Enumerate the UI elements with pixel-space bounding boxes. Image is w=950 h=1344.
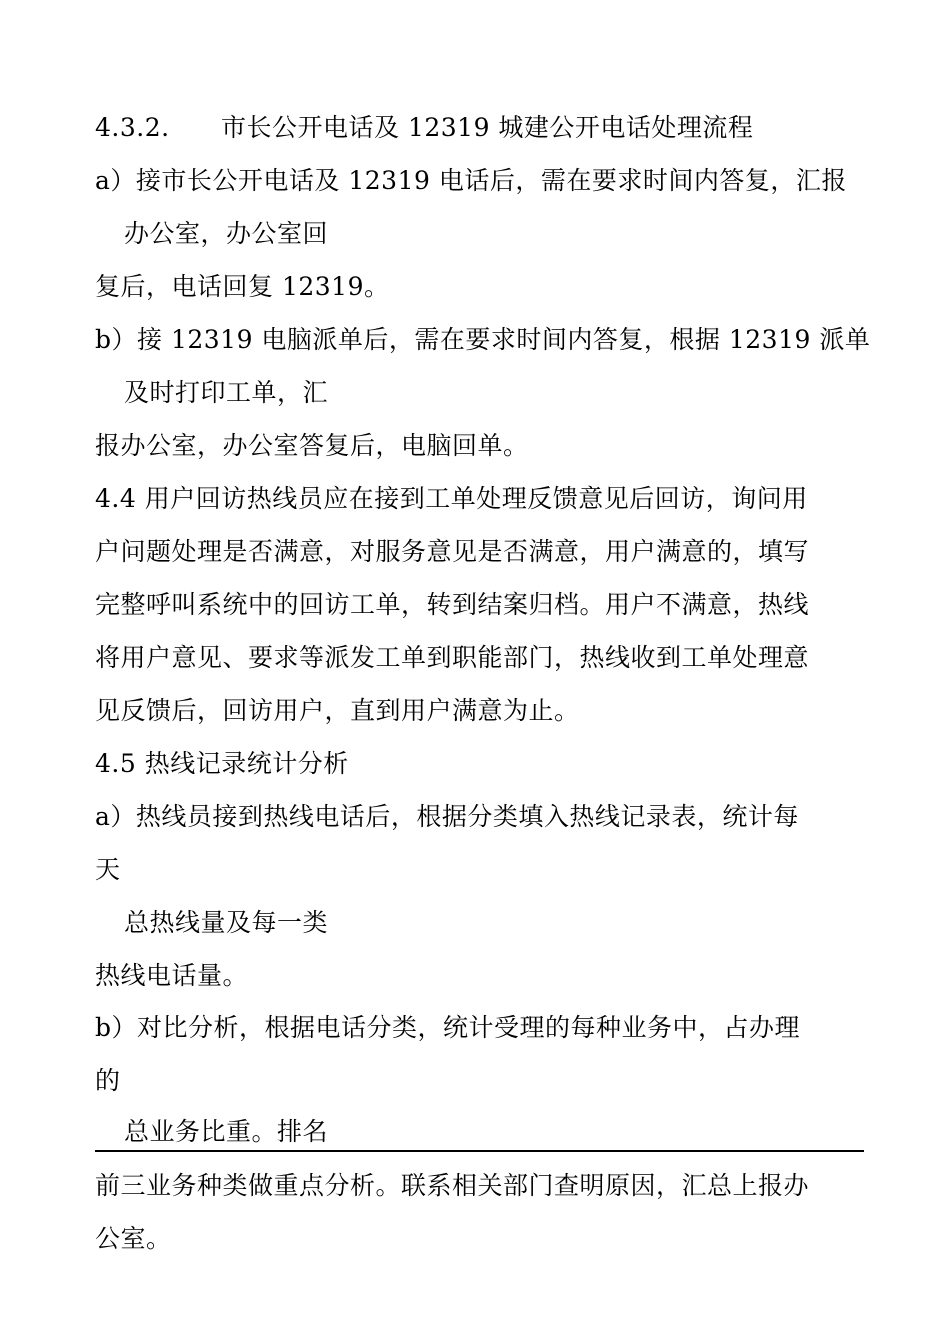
paragraph-line: 户问题处理是否满意，对服务意见是否满意，用户满意的，填写: [95, 537, 810, 566]
section-heading-4-5: 4.5 热线记录统计分析: [95, 749, 349, 778]
paragraph-line: a）热线员接到热线电话后，根据分类填入热线记录表，统计每: [95, 802, 799, 831]
paragraph-line: 将用户意见、要求等派发工单到职能部门，热线收到工单处理意: [95, 643, 810, 672]
paragraph-line: 及时打印工单，汇: [124, 378, 329, 407]
paragraph-line: 公室。: [95, 1224, 172, 1253]
section-number: 4.3.2.: [95, 113, 170, 142]
paragraph-line: b）接 12319 电脑派单后，需在要求时间内答复，根据 12319 派单: [95, 325, 871, 354]
horizontal-rule: [95, 1150, 864, 1152]
paragraph-line: 见反馈后，回访用户，直到用户满意为止。: [95, 696, 580, 725]
section-title: 市长公开电话及 12319 城建公开电话处理流程: [221, 113, 754, 142]
paragraph-line: 总热线量及每一类: [124, 908, 329, 937]
paragraph-line: 办公室，办公室回: [124, 219, 329, 248]
paragraph-line: 热线电话量。: [95, 961, 249, 990]
section-heading-4-3-2: [95, 112, 753, 144]
paragraph-line: 总业务比重。排名: [124, 1117, 329, 1146]
paragraph-line: 报办公室，办公室答复后，电脑回单。: [95, 431, 529, 460]
paragraph-line: 的: [95, 1066, 121, 1095]
paragraph-line: b）对比分析，根据电话分类，统计受理的每种业务中，占办理: [95, 1013, 801, 1042]
paragraph-line: 4.4 用户回访热线员应在接到工单处理反馈意见后回访，询问用: [95, 484, 808, 513]
paragraph-line: 完整呼叫系统中的回访工单，转到结案归档。用户不满意，热线: [95, 590, 810, 619]
paragraph-line: 前三业务种类做重点分析。联系相关部门查明原因，汇总上报办: [95, 1171, 810, 1200]
paragraph-line: 天: [95, 855, 121, 884]
paragraph-line: 复后，电话回复 12319。: [95, 272, 390, 301]
paragraph-line: a）接市长公开电话及 12319 电话后，需在要求时间内答复，汇报: [95, 166, 847, 195]
